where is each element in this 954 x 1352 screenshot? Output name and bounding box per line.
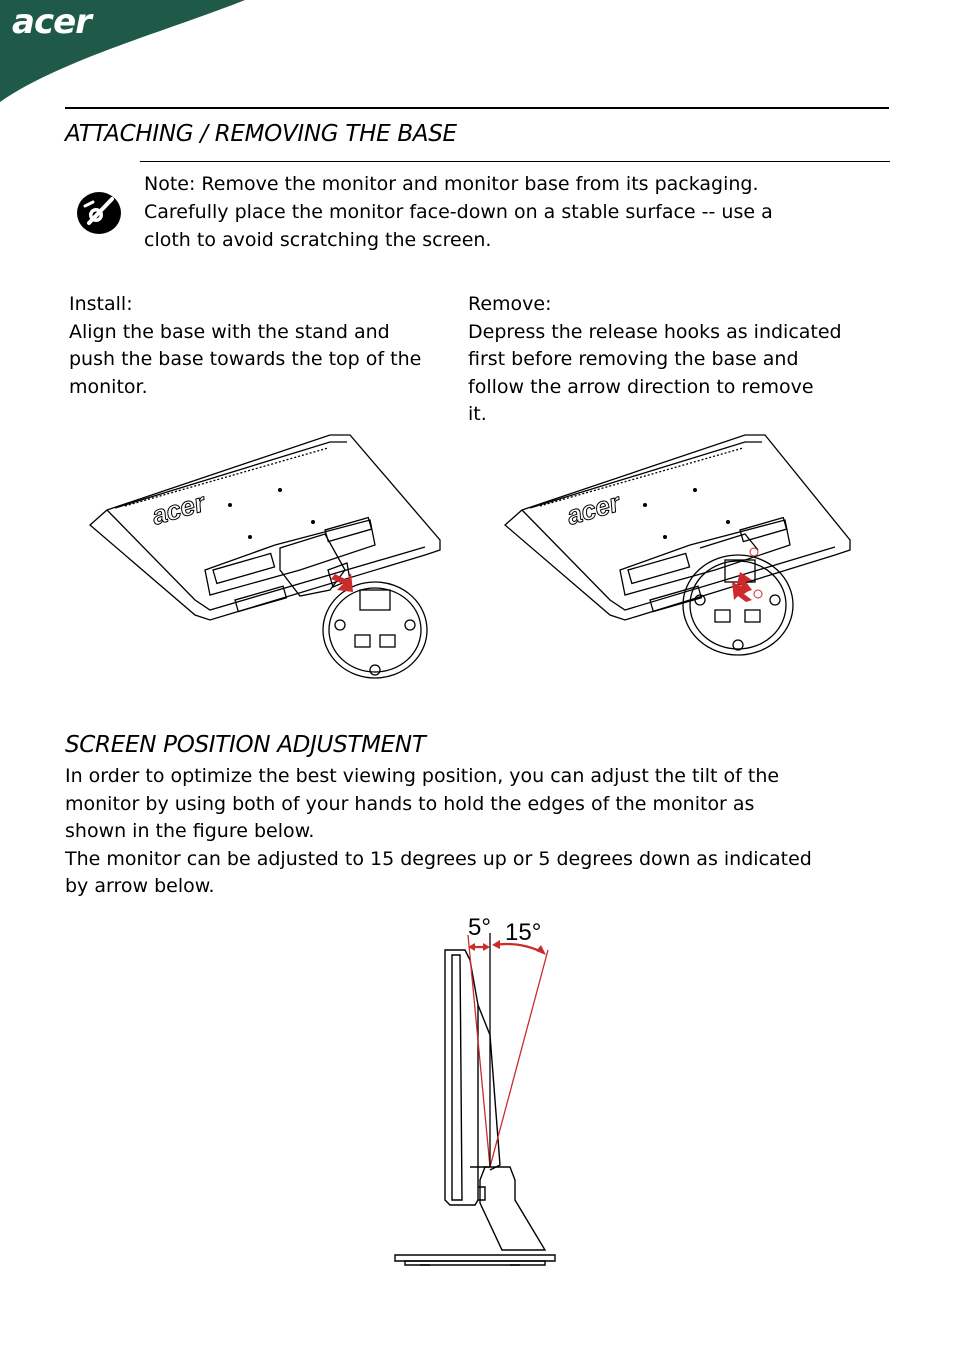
remove-line: it.	[468, 403, 487, 425]
note-line: Note: Remove the monitor and monitor base from its packaging.	[144, 173, 759, 195]
paragraph-line: The monitor can be adjusted to 15 degrees up or 5 degrees down as indicated	[65, 847, 812, 870]
remove-illustration	[500, 430, 870, 685]
remove-text	[468, 291, 842, 429]
install-line: Align the base with the stand and	[69, 320, 390, 343]
note-line: Carefully place the monitor face-down on a stable surface -- use a	[144, 201, 773, 223]
note-line: cloth to avoid scratching the screen.	[144, 229, 492, 251]
adjustment-paragraph	[65, 763, 812, 901]
section-title-attaching: ATTACHING / REMOVING THE BASE	[65, 121, 457, 147]
acer-logo: acer	[12, 2, 91, 42]
install-heading: Install:	[69, 293, 133, 315]
paragraph-line: In order to optimize the best viewing position, you can adjust the tilt of the	[65, 765, 780, 787]
install-illustration	[85, 430, 455, 685]
tilt-up-label: 15°	[505, 919, 542, 946]
paragraph-line: by arrow below.	[65, 875, 215, 897]
note-rule	[140, 161, 890, 162]
paragraph-line: monitor by using both of your hands to hold the edges of the monitor as	[65, 792, 755, 815]
install-line: push the base towards the top of the	[69, 348, 422, 370]
remove-line: Depress the release hooks as indicated	[468, 320, 842, 343]
header-rule	[65, 107, 889, 109]
install-text	[69, 291, 421, 401]
note-text	[144, 170, 864, 254]
remove-heading: Remove:	[468, 293, 552, 315]
remove-line: follow the arrow direction to remove	[468, 375, 814, 398]
tilt-down-label: 5°	[468, 914, 491, 941]
install-monitor-logo: acer	[148, 487, 209, 531]
install-line: monitor.	[69, 375, 148, 398]
remove-line: first before removing the base and	[468, 348, 799, 370]
remove-monitor-logo: acer	[563, 487, 624, 531]
tilt-illustration	[390, 905, 570, 1290]
note-icon	[75, 190, 123, 236]
paragraph-line: shown in the figure below.	[65, 820, 315, 842]
section-title-screen-position: SCREEN POSITION ADJUSTMENT	[65, 732, 426, 758]
